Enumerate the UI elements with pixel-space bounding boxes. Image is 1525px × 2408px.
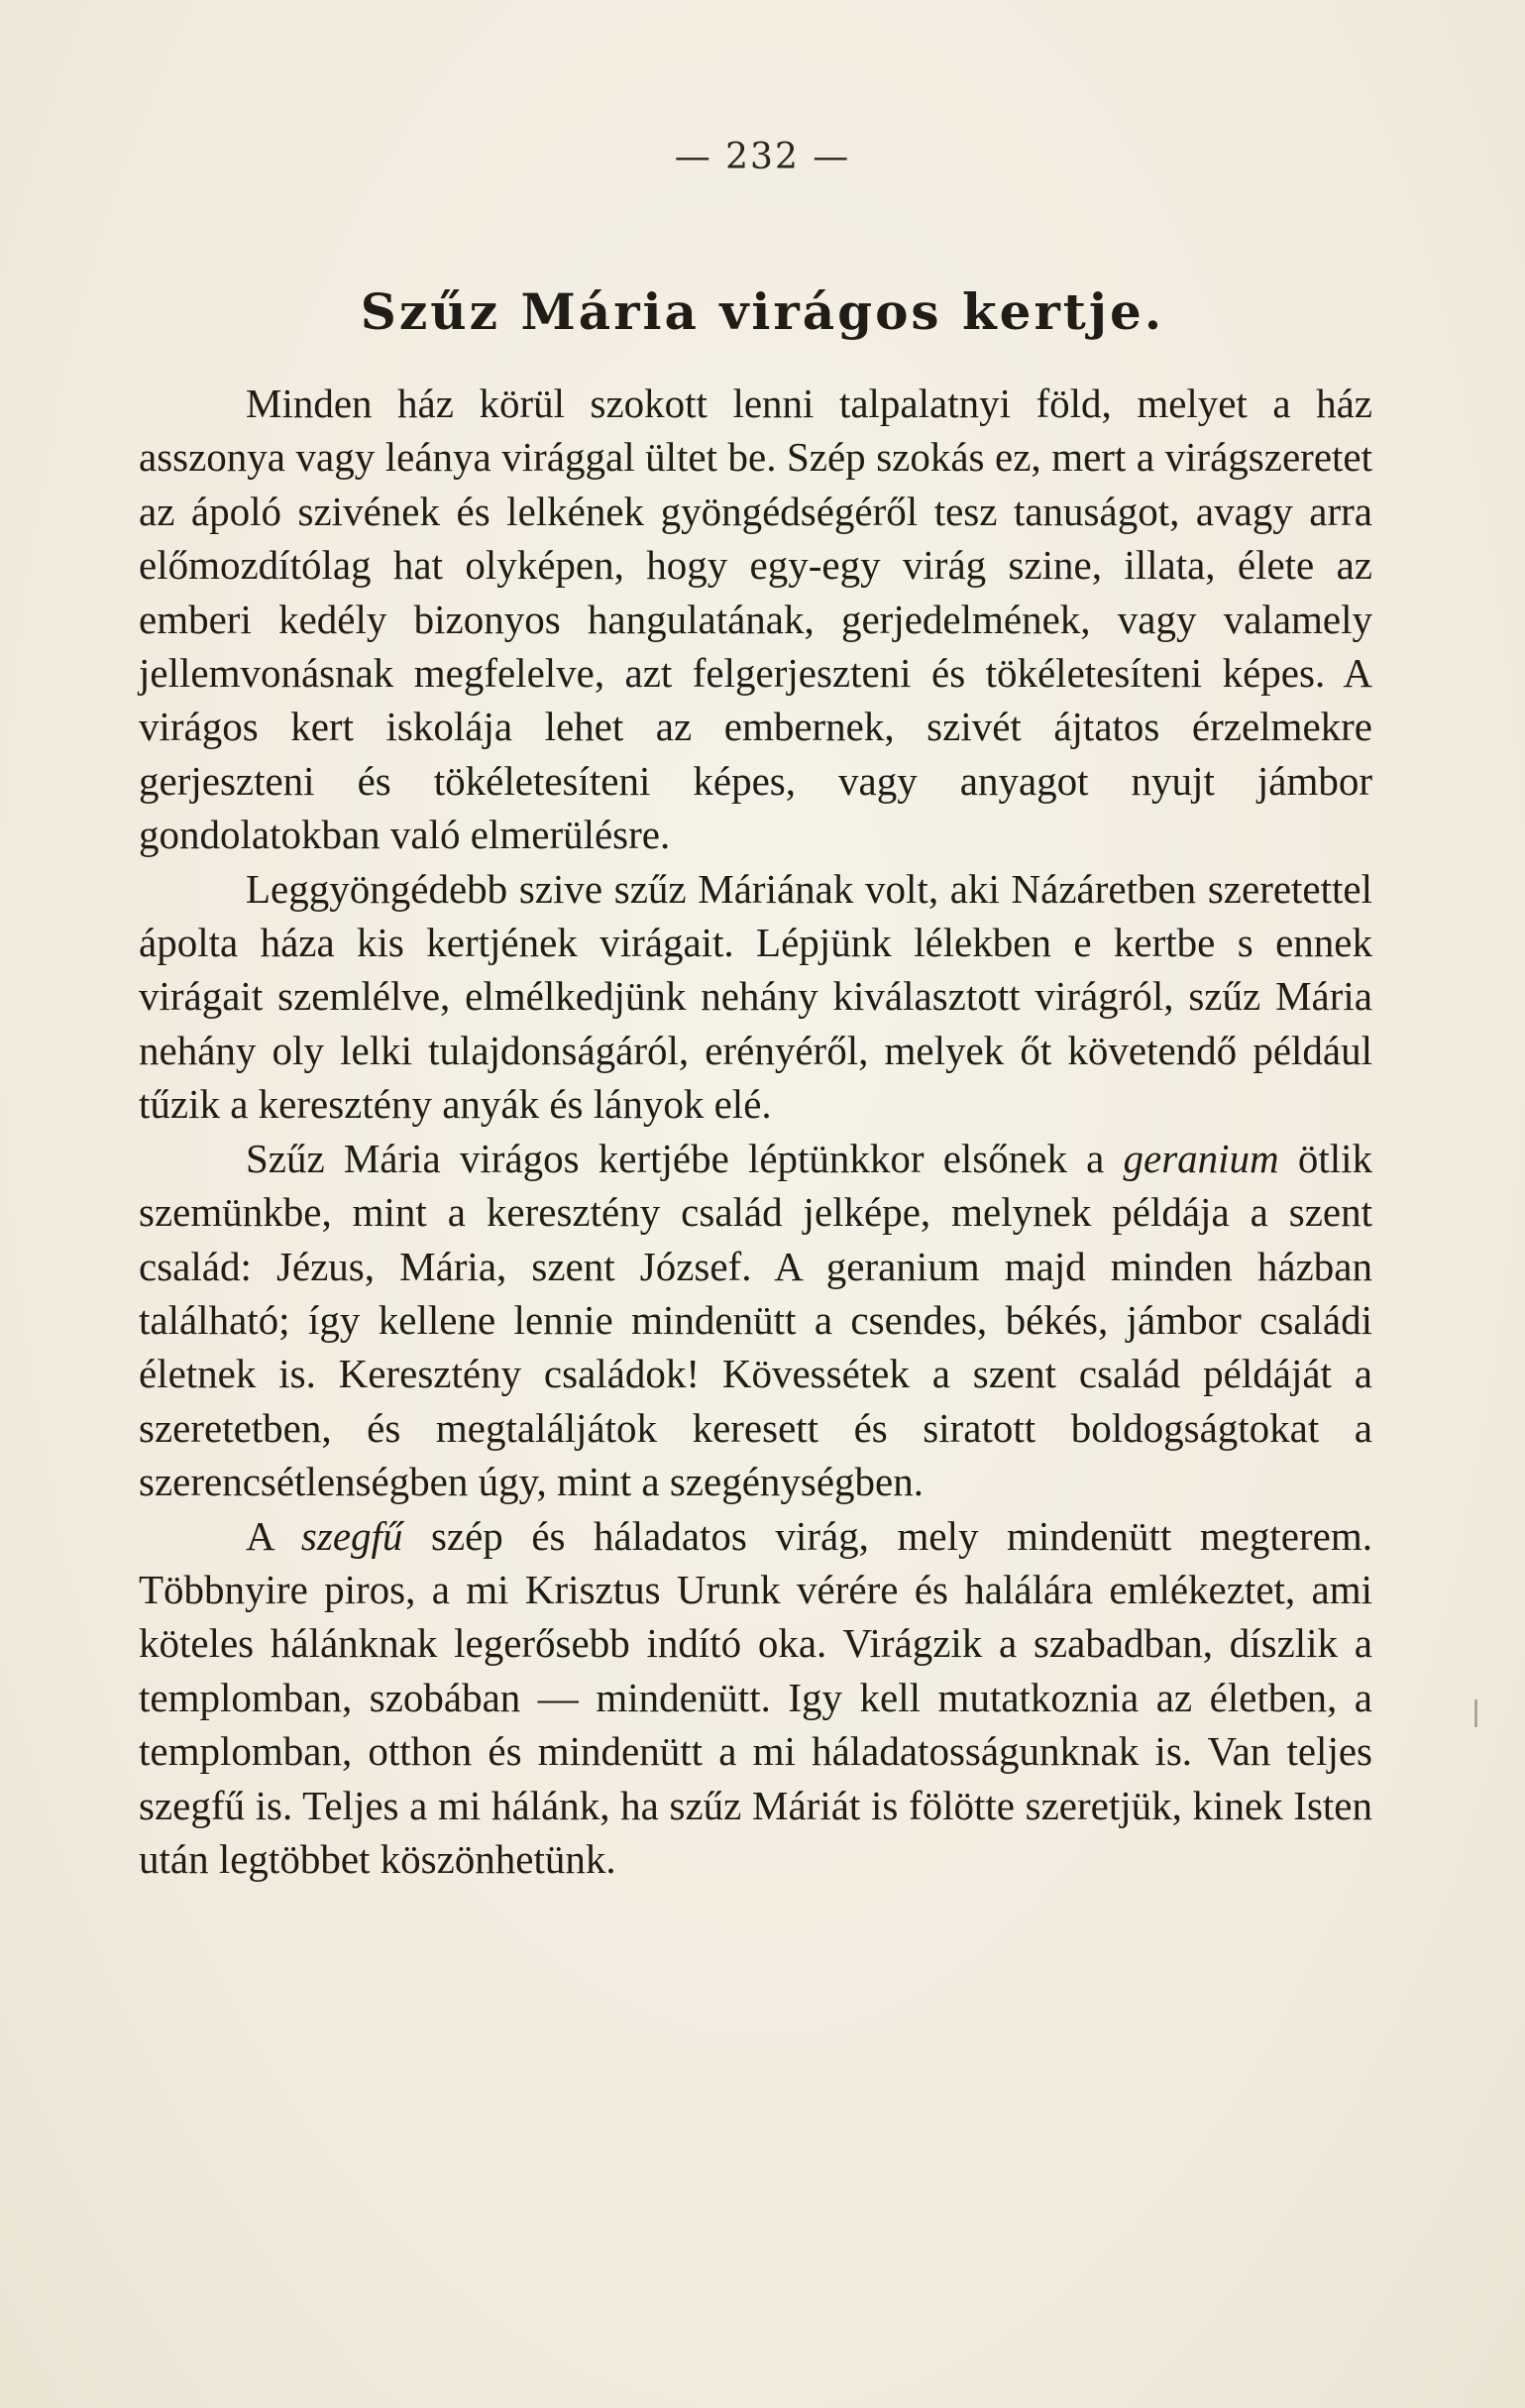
italic-term: geranium <box>1123 1135 1279 1181</box>
paragraph <box>139 377 1372 862</box>
paragraph <box>139 1132 1372 1509</box>
page-number: — 232 — <box>674 137 851 177</box>
margin-mark <box>1474 1699 1477 1727</box>
italic-term: szegfű <box>300 1512 403 1559</box>
paragraph <box>139 862 1372 1132</box>
text-run: Minden ház körül szokott lenni talpalatnyi föld, melyet a ház asszonya vagy leánya virággal ültet be. Szép szokás ez, mert a virágszeretet az ápoló szivének és lelkének gyöngédségéről tesz tanuságot, avagy arra előmozdítólag hat olyképen, hogy egy-egy virág szine, illata, élete az emberi kedély bizonyos hangulatának, gerjedelmének, vagy valamely jellemvonásnak megfelelve, azt felgerjeszteni és tökéletesíteni képes. A virágos kert iskolája lehet az embernek, szivét ájtatos érzelmekre gerjeszteni és tökéletesíteni képes, vagy anyagot nyujt jámbor gondolatokban való elmerülésre. <box>139 381 1372 858</box>
text-run: szép és háladatos virág, mely mindenütt megterem. Többnyire piros, a mi Krisztus Urunk vérére és halálára emlékeztet, ami köteles hálánknak legerősebb indító oka. Virágzik a szabadban, díszlik a templomban, szobában — mindenütt. Igy kell mutatkoznia az életben, a templomban, otthon és mindenütt a mi háladatosságunknak is. Van teljes szegfű is. Teljes a mi hálánk, ha szűz Máriát is fölötte szeretjük, kinek Isten után legtöbbet köszönhetünk. <box>139 1512 1372 1882</box>
paragraph <box>139 1509 1372 1887</box>
body-text <box>139 377 1372 1886</box>
chapter-title: Szűz Mária virágos kertje. <box>360 282 1165 341</box>
text-run: A <box>246 1512 301 1559</box>
text-run: Leggyöngédebb szive szűz Máriának volt, aki Názáretben szeretettel ápolta háza kis kertjének virágait. Lépjünk lélekben e kertbe s ennek virágait szemlélve, elmélkedjünk nehány kiválasztott virágról, szűz Mária nehány oly lelki tulajdonságáról, erényéről, melyek őt követendő például tűzik a keresztény anyák és lányok elé. <box>139 865 1372 1128</box>
text-run: ötlik szemünkbe, mint a keresztény család jelképe, melynek példája a szent család: Jézus, Mária, szent József. A geranium majd minden házban található; így kellene lennie mindenütt a csendes, békés, jámbor családi életnek is. Keresztény családok! Kövessétek a szent család példáját a szeretetben, és megtaláljátok keresett és siratott boldogságtokat a szerencsétlenségben úgy, mint a szegénységben. <box>139 1135 1372 1505</box>
text-run: Szűz Mária virágos kertjébe léptünkkor elsőnek a <box>246 1135 1124 1181</box>
